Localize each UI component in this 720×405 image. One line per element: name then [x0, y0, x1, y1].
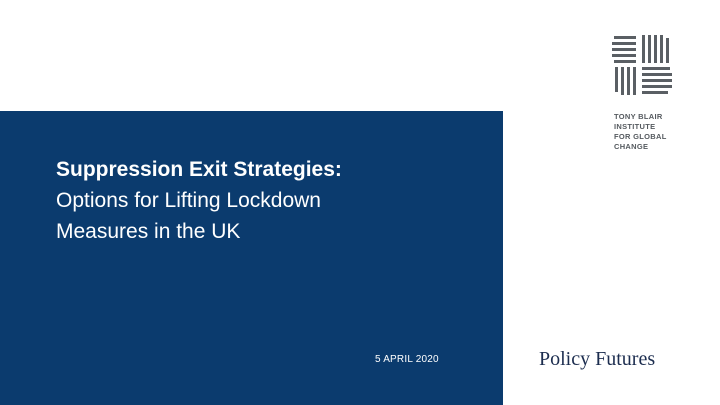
logo-text-line-4: CHANGE	[614, 142, 649, 151]
woven-square-logo-icon	[612, 35, 672, 95]
title-line-2: Measures in the UK	[56, 220, 241, 243]
logo-text-line-3: FOR GLOBAL	[614, 132, 667, 141]
logo-text-line-1: TONY BLAIR	[614, 112, 663, 121]
slide-date: 5 APRIL 2020	[375, 354, 439, 365]
title-line-1: Options for Lifting Lockdown	[56, 189, 321, 212]
slide-title	[56, 154, 486, 247]
title-bold-line: Suppression Exit Strategies:	[56, 158, 342, 181]
program-label: Policy Futures	[539, 348, 656, 370]
logo-text-line-2: INSTITUTE	[614, 122, 656, 131]
institute-logo-text	[614, 112, 667, 152]
